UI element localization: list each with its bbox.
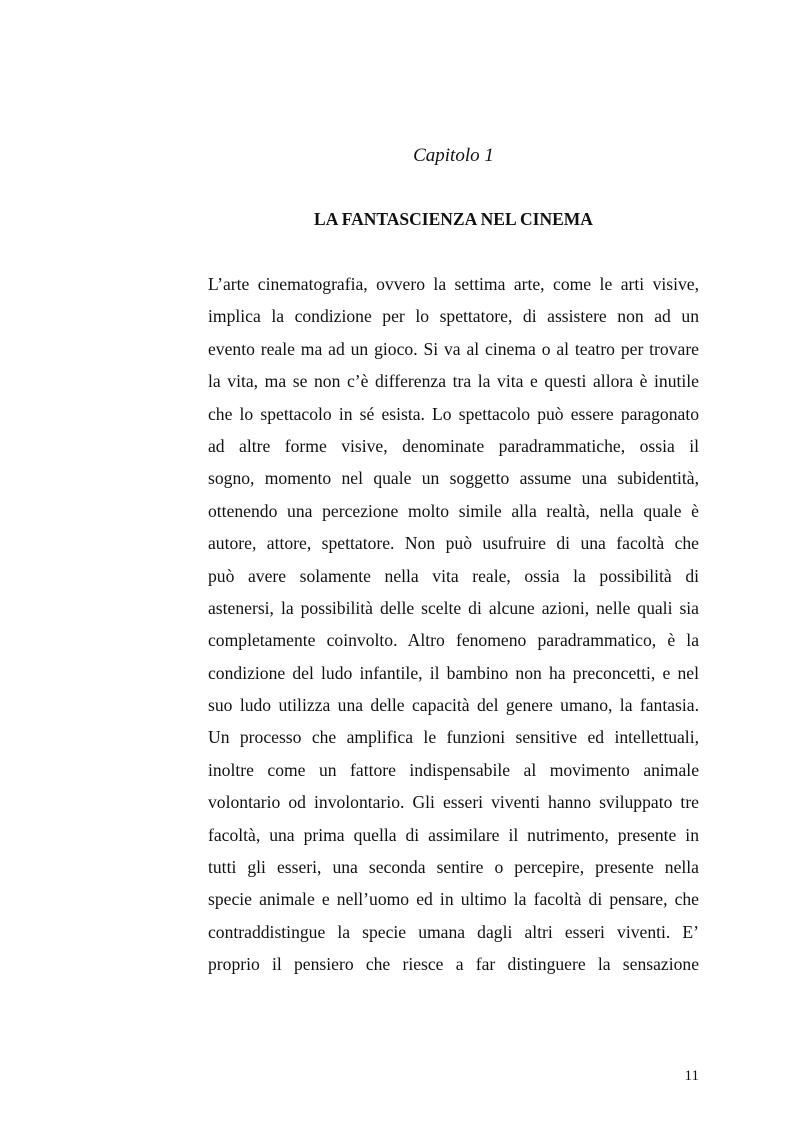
text-line: tutti gli esseri, una seconda sentire o percepire, presente nella xyxy=(208,857,699,878)
text-line: autore, attore, spettatore. Non può usufruire di una facoltà che xyxy=(208,533,699,554)
text-line: facoltà, una prima quella di assimilare il nutrimento, presente in xyxy=(208,824,699,845)
text-line: la vita, ma se non c’è differenza tra la vita e questi allora è inutile xyxy=(208,371,699,392)
text-line: ad altre forme visive, denominate paradrammatiche, ossia il xyxy=(208,435,699,456)
chapter-title: LA FANTASCIENZA NEL CINEMA xyxy=(314,209,593,229)
text-line: implica la condizione per lo spettatore, di assistere non ad un xyxy=(208,306,699,327)
page-number: 11 xyxy=(684,1068,699,1084)
text-line: specie animale e nell’uomo ed in ultimo la facoltà di pensare, che xyxy=(208,889,699,910)
chapter-label: Capitolo 1 xyxy=(413,145,494,166)
text-line: che lo spettacolo in sé esista. Lo spettacolo può essere paragonato xyxy=(208,403,699,424)
text-line: contraddistingue la specie umana dagli altri esseri viventi. E’ xyxy=(208,921,699,942)
text-line: astenersi, la possibilità delle scelte di alcune azioni, nelle quali sia xyxy=(208,597,699,618)
text-line: L’arte cinematografia, ovvero la settima arte, come le arti visive, xyxy=(208,274,699,294)
text-line: completamente coinvolto. Altro fenomeno paradrammatico, è la xyxy=(208,630,699,651)
text-line: proprio il pensiero che riesce a far distinguere la sensazione xyxy=(208,954,699,975)
text-line: ottenendo una percezione molto simile alla realtà, nella quale è xyxy=(208,500,699,521)
text-line: suo ludo utilizza una delle capacità del genere umano, la fantasia. xyxy=(208,695,699,716)
text-line: sogno, momento nel quale un soggetto assume una subidentità, xyxy=(208,468,699,489)
text-line: inoltre come un fattore indispensabile al movimento animale xyxy=(208,759,699,780)
body-paragraph xyxy=(208,268,699,981)
text-line: evento reale ma ad un gioco. Si va al cinema o al teatro per trovare xyxy=(208,338,699,359)
text-line: volontario od involontario. Gli esseri viventi hanno sviluppato tre xyxy=(208,792,699,813)
text-line: può avere solamente nella vita reale, ossia la possibilità di xyxy=(208,565,699,586)
text-line: Un processo che amplifica le funzioni sensitive ed intellettuali, xyxy=(208,727,699,748)
text-line: condizione del ludo infantile, il bambino non ha preconcetti, e nel xyxy=(208,662,699,683)
